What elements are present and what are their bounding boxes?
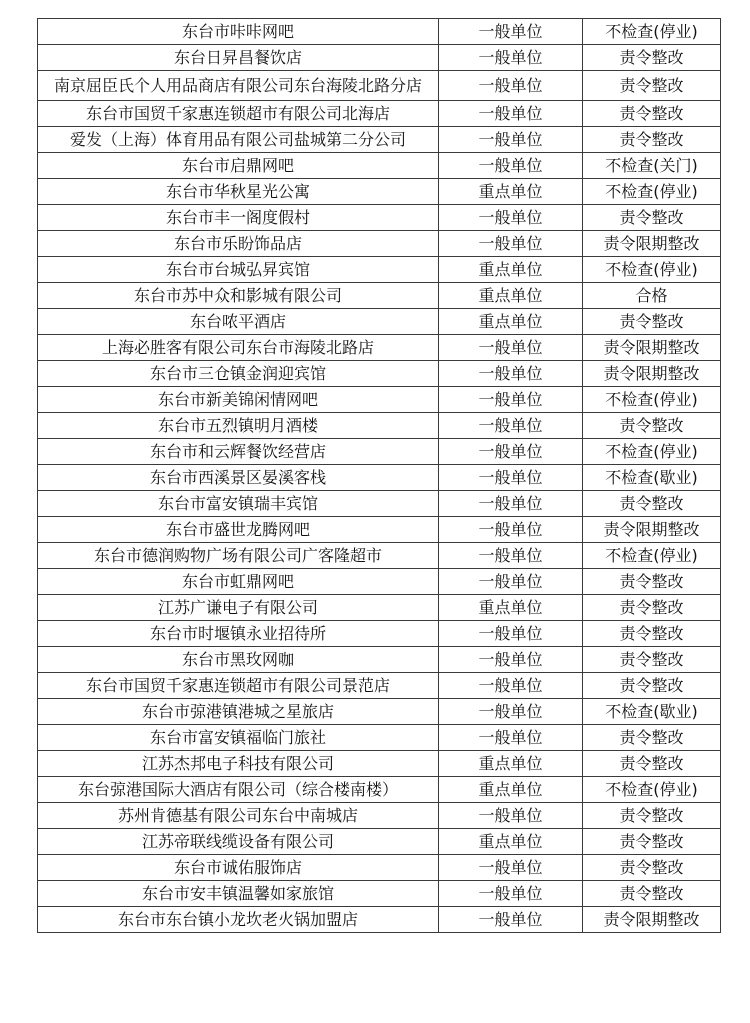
unit-type-cell: 重点单位 — [439, 257, 583, 283]
inspection-result-cell: 责令整改 — [583, 595, 721, 621]
unit-name-cell: 东台市新美锦闲情网吧 — [38, 387, 439, 413]
inspection-result-cell: 责令整改 — [583, 829, 721, 855]
inspection-result-cell: 责令整改 — [583, 71, 721, 101]
unit-name-cell: 东台市时堰镇永业招待所 — [38, 621, 439, 647]
inspection-result-cell: 责令整改 — [583, 647, 721, 673]
inspection-result-cell: 责令整改 — [583, 101, 721, 127]
unit-type-cell: 一般单位 — [439, 231, 583, 257]
table-row — [38, 517, 721, 543]
unit-type-cell: 一般单位 — [439, 517, 583, 543]
table-row — [38, 907, 721, 933]
inspection-result-cell: 不检查(停业) — [583, 19, 721, 45]
unit-name-cell: 江苏帝联线缆设备有限公司 — [38, 829, 439, 855]
unit-name-cell: 东台市虹鼎网吧 — [38, 569, 439, 595]
inspection-result-cell: 不检查(停业) — [583, 777, 721, 803]
unit-name-cell: 东台日昇昌餐饮店 — [38, 45, 439, 71]
table-row — [38, 205, 721, 231]
inspection-result-cell: 责令限期整改 — [583, 335, 721, 361]
table-row — [38, 855, 721, 881]
unit-type-cell: 重点单位 — [439, 309, 583, 335]
unit-name-cell: 东台市乐盼饰品店 — [38, 231, 439, 257]
unit-type-cell: 一般单位 — [439, 387, 583, 413]
unit-name-cell: 东台市国贸千家惠连锁超市有限公司北海店 — [38, 101, 439, 127]
unit-type-cell: 一般单位 — [439, 569, 583, 595]
inspection-result-cell: 不检查(关门) — [583, 153, 721, 179]
unit-name-cell: 东台弶港国际大酒店有限公司（综合楼南楼） — [38, 777, 439, 803]
unit-name-cell: 东台市丰一阁度假村 — [38, 205, 439, 231]
unit-type-cell: 重点单位 — [439, 283, 583, 309]
unit-name-cell: 东台市华秋星光公寓 — [38, 179, 439, 205]
unit-name-cell: 东台市诚佑服饰店 — [38, 855, 439, 881]
unit-name-cell: 东台市弶港镇港城之星旅店 — [38, 699, 439, 725]
table-row — [38, 881, 721, 907]
unit-name-cell: 南京屈臣氏个人用品商店有限公司东台海陵北路分店 — [38, 71, 439, 101]
inspection-result-cell: 不检查(停业) — [583, 179, 721, 205]
table-row — [38, 751, 721, 777]
unit-name-cell: 东台市东台镇小龙坎老火锅加盟店 — [38, 907, 439, 933]
inspection-result-cell: 责令限期整改 — [583, 907, 721, 933]
table-row — [38, 101, 721, 127]
unit-type-cell: 一般单位 — [439, 439, 583, 465]
unit-type-cell: 一般单位 — [439, 725, 583, 751]
inspection-result-cell: 责令整改 — [583, 491, 721, 517]
inspection-result-cell: 不检查(停业) — [583, 257, 721, 283]
table-row — [38, 231, 721, 257]
unit-name-cell: 东台市五烈镇明月酒楼 — [38, 413, 439, 439]
inspection-result-cell: 责令整改 — [583, 803, 721, 829]
unit-type-cell: 一般单位 — [439, 803, 583, 829]
table-row — [38, 45, 721, 71]
inspection-result-cell: 不检查(歇业) — [583, 699, 721, 725]
table-row — [38, 19, 721, 45]
inspection-result-cell: 责令整改 — [583, 881, 721, 907]
table-row — [38, 543, 721, 569]
unit-name-cell: 江苏广谦电子有限公司 — [38, 595, 439, 621]
unit-name-cell: 东台市和云辉餐饮经营店 — [38, 439, 439, 465]
unit-name-cell: 东台市苏中众和影城有限公司 — [38, 283, 439, 309]
unit-name-cell: 上海必胜客有限公司东台市海陵北路店 — [38, 335, 439, 361]
inspection-result-cell: 责令整改 — [583, 621, 721, 647]
table-row — [38, 179, 721, 205]
inspection-result-cell: 不检查(停业) — [583, 543, 721, 569]
inspection-result-cell: 责令整改 — [583, 413, 721, 439]
table-row — [38, 777, 721, 803]
table-row — [38, 491, 721, 517]
inspection-result-cell: 责令整改 — [583, 309, 721, 335]
unit-type-cell: 一般单位 — [439, 621, 583, 647]
table-row — [38, 673, 721, 699]
unit-name-cell: 东台市咔咔网吧 — [38, 19, 439, 45]
unit-name-cell: 东台市黑玫网咖 — [38, 647, 439, 673]
unit-type-cell: 重点单位 — [439, 751, 583, 777]
table-row — [38, 647, 721, 673]
table-row — [38, 413, 721, 439]
inspection-result-cell: 合格 — [583, 283, 721, 309]
unit-name-cell: 江苏杰邦电子科技有限公司 — [38, 751, 439, 777]
unit-type-cell: 一般单位 — [439, 153, 583, 179]
unit-type-cell: 一般单位 — [439, 699, 583, 725]
table-row — [38, 387, 721, 413]
unit-name-cell: 爱发（上海）体育用品有限公司盐城第二分公司 — [38, 127, 439, 153]
table-row — [38, 71, 721, 101]
table-row — [38, 829, 721, 855]
unit-name-cell: 苏州肯德基有限公司东台中南城店 — [38, 803, 439, 829]
unit-type-cell: 一般单位 — [439, 881, 583, 907]
unit-type-cell: 一般单位 — [439, 335, 583, 361]
unit-name-cell: 东台市德润购物广场有限公司广客隆超市 — [38, 543, 439, 569]
table-row — [38, 153, 721, 179]
table-row — [38, 699, 721, 725]
unit-name-cell: 东台市启鼎网吧 — [38, 153, 439, 179]
inspection-result-cell: 责令整改 — [583, 569, 721, 595]
inspection-result-cell: 责令限期整改 — [583, 231, 721, 257]
unit-name-cell: 东台市三仓镇金润迎宾馆 — [38, 361, 439, 387]
table-row — [38, 127, 721, 153]
inspection-result-cell: 责令整改 — [583, 45, 721, 71]
inspection-results-table — [37, 18, 721, 933]
unit-type-cell: 重点单位 — [439, 777, 583, 803]
unit-name-cell: 东台市富安镇福临门旅社 — [38, 725, 439, 751]
unit-name-cell: 东台市盛世龙腾网吧 — [38, 517, 439, 543]
inspection-result-cell: 不检查(歇业) — [583, 465, 721, 491]
unit-name-cell: 东台市西溪景区晏溪客栈 — [38, 465, 439, 491]
table-row — [38, 361, 721, 387]
unit-type-cell: 一般单位 — [439, 907, 583, 933]
unit-type-cell: 一般单位 — [439, 361, 583, 387]
inspection-result-cell: 责令整改 — [583, 725, 721, 751]
unit-type-cell: 一般单位 — [439, 413, 583, 439]
inspection-result-cell: 责令整改 — [583, 751, 721, 777]
unit-type-cell: 一般单位 — [439, 491, 583, 517]
unit-type-cell: 重点单位 — [439, 595, 583, 621]
table-row — [38, 283, 721, 309]
table-row — [38, 257, 721, 283]
table-row — [38, 335, 721, 361]
unit-type-cell: 重点单位 — [439, 179, 583, 205]
table-body — [38, 19, 721, 933]
inspection-result-cell: 不检查(停业) — [583, 387, 721, 413]
table-row — [38, 595, 721, 621]
unit-type-cell: 一般单位 — [439, 543, 583, 569]
unit-name-cell: 东台市国贸千家惠连锁超市有限公司景范店 — [38, 673, 439, 699]
unit-type-cell: 一般单位 — [439, 465, 583, 491]
unit-type-cell: 一般单位 — [439, 101, 583, 127]
unit-type-cell: 重点单位 — [439, 829, 583, 855]
table-row — [38, 803, 721, 829]
table-row — [38, 621, 721, 647]
table-row — [38, 725, 721, 751]
unit-type-cell: 一般单位 — [439, 673, 583, 699]
table-row — [38, 439, 721, 465]
inspection-result-cell: 责令整改 — [583, 673, 721, 699]
unit-type-cell: 一般单位 — [439, 205, 583, 231]
unit-type-cell: 一般单位 — [439, 855, 583, 881]
inspection-result-cell: 责令整改 — [583, 127, 721, 153]
inspection-result-cell: 不检查(停业) — [583, 439, 721, 465]
inspection-result-cell: 责令限期整改 — [583, 517, 721, 543]
unit-type-cell: 一般单位 — [439, 45, 583, 71]
table-row — [38, 465, 721, 491]
inspection-result-cell: 责令限期整改 — [583, 361, 721, 387]
unit-type-cell: 一般单位 — [439, 71, 583, 101]
unit-type-cell: 一般单位 — [439, 647, 583, 673]
unit-type-cell: 一般单位 — [439, 127, 583, 153]
inspection-result-cell: 责令整改 — [583, 855, 721, 881]
unit-name-cell: 东台市富安镇瑞丰宾馆 — [38, 491, 439, 517]
unit-name-cell: 东台市安丰镇温馨如家旅馆 — [38, 881, 439, 907]
unit-name-cell: 东台哝平酒店 — [38, 309, 439, 335]
inspection-result-cell: 责令整改 — [583, 205, 721, 231]
table-row — [38, 309, 721, 335]
table-row — [38, 569, 721, 595]
unit-type-cell: 一般单位 — [439, 19, 583, 45]
unit-name-cell: 东台市台城弘昇宾馆 — [38, 257, 439, 283]
